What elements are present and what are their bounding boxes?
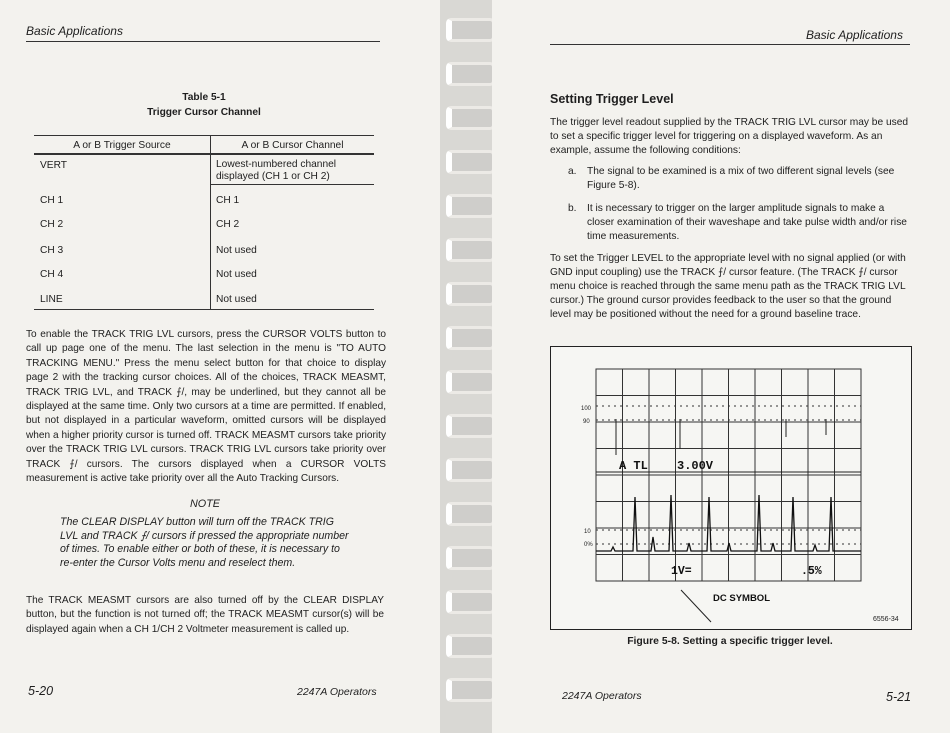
table-row-cursor: CH 1 bbox=[216, 195, 240, 206]
graticule bbox=[596, 369, 861, 581]
note-text: The CLEAR DISPLAY button will turn off the TRACK TRIG LVL and TRACK ⨍/ cursors if pressed the appropriate number of times. To enable either or both of these, it is necessary to re-enter the Cursor Volts menu and reselect them. bbox=[60, 516, 349, 569]
binding-ring bbox=[446, 678, 495, 702]
dc-symbol-label: DC SYMBOL bbox=[713, 593, 770, 604]
binding-spine bbox=[440, 0, 492, 733]
table-row-source: VERT bbox=[40, 160, 67, 171]
binding-ring bbox=[446, 18, 495, 42]
binding-ring bbox=[446, 370, 495, 394]
binding-ring bbox=[446, 414, 495, 438]
measmt-paragraph: The TRACK MEASMT cursors are also turned off by the CLEAR DISPLAY button, but the function is not turned off; the TRACK MEASMT cursor(s) will be displayed again when a CH 1/CH 2 Voltmeter measurement is called up. bbox=[26, 595, 384, 635]
binding-ring bbox=[446, 106, 495, 130]
figure-caption: Figure 5-8. Setting a specific trigger level. bbox=[627, 636, 833, 647]
binding-ring bbox=[446, 326, 495, 350]
figure-code: 6556-34 bbox=[873, 616, 899, 623]
list-marker: a. bbox=[568, 166, 577, 177]
table-row-source: CH 4 bbox=[40, 269, 64, 280]
scope-screen bbox=[551, 347, 911, 629]
label-0-percent: 0% bbox=[584, 542, 593, 548]
volts-per-div-readout: 1V= bbox=[671, 565, 692, 578]
table-cell-rule bbox=[211, 184, 374, 185]
table-header-cursor: A or B Cursor Channel bbox=[241, 140, 344, 151]
dc-symbol-leader bbox=[681, 590, 711, 622]
binding-ring bbox=[446, 150, 495, 174]
table-row-source: LINE bbox=[40, 294, 63, 305]
table-subtitle: Trigger Cursor Channel bbox=[147, 107, 261, 118]
table-title: Table 5-1 bbox=[182, 92, 226, 103]
table-column-rule bbox=[210, 135, 211, 310]
table-row-source: CH 2 bbox=[40, 219, 64, 230]
intro-paragraph: The trigger level readout supplied by the TRACK TRIG LVL cursor may be used to set a specific trigger level for triggering on a displayed waveform. As an example, assume the following conditions: bbox=[550, 117, 909, 156]
left-footer: 2247A Operators bbox=[297, 686, 377, 698]
list-marker: b. bbox=[568, 203, 577, 214]
table-row-cursor: Not used bbox=[216, 269, 257, 280]
binding-ring bbox=[446, 546, 495, 570]
table-row-cursor: Not used bbox=[216, 294, 257, 305]
right-header: Basic Applications bbox=[806, 28, 903, 42]
left-header-rule bbox=[26, 41, 380, 42]
table-row-cursor: CH 2 bbox=[216, 219, 240, 230]
list-item-text: The signal to be examined is a mix of two different signal levels (see Figure 5-8). bbox=[587, 166, 895, 191]
table-bottom-rule bbox=[34, 309, 374, 310]
note-title: NOTE bbox=[190, 498, 220, 510]
list-item-text: It is necessary to trigger on the larger amplitude signals to make a closer examination of their waveshape and take pulse width and/or rise time measurements. bbox=[587, 203, 907, 242]
left-page bbox=[0, 0, 440, 733]
enable-paragraph: To enable the TRACK TRIG LVL cursors, press the CURSOR VOLTS button to call up page one of the menu. The last selection in the menu is "TO AUTO TRACKING MENU." Press the menu select button for that choice to display page 2 with the tracking cursor choices. All of the choices, TRACK MEASMT, TRACK TRIG LVL, and TRACK ⨍/, may be underlined, but they cannot all be displayed at the same time. Only two cursors at a time are permitted. If enabled, but not displayed in a particular waveform, omitted cursors will be displayed when a higher priority cursor is turned off. TRACK MEASMT cursors take priority over the TRACK TRIG LVL cursors. TRACK TRIG LVL cursors take priority over TRACK ⨍/ cursors. The cursors displayed when a CURSOR VOLTS measurement is active take priority over all the Auto Tracking Cursors. bbox=[26, 329, 386, 485]
figure-5-8 bbox=[550, 346, 912, 630]
binding-ring bbox=[446, 194, 495, 218]
label-10-percent: 10 bbox=[584, 529, 591, 535]
binding-ring bbox=[446, 238, 495, 262]
table-row-source: CH 1 bbox=[40, 195, 64, 206]
table-top-rule bbox=[34, 135, 374, 136]
table-row-cursor: Not used bbox=[216, 245, 257, 256]
label-100-percent: 100 bbox=[581, 406, 592, 412]
timing-marks bbox=[616, 419, 826, 455]
trigger-value-readout: 3.00V bbox=[677, 459, 714, 473]
table-header-source: A or B Trigger Source bbox=[73, 140, 171, 151]
right-page-number: 5-21 bbox=[886, 690, 912, 704]
right-header-rule bbox=[550, 44, 910, 45]
binding-ring bbox=[446, 634, 495, 658]
left-header: Basic Applications bbox=[26, 24, 123, 38]
table-row-cursor: Lowest-numbered channel displayed (CH 1 or CH 2) bbox=[216, 159, 337, 182]
section-title: Setting Trigger Level bbox=[550, 92, 674, 106]
binding-ring bbox=[446, 62, 495, 86]
time-per-div-readout: .5% bbox=[801, 565, 822, 578]
binding-ring bbox=[446, 502, 495, 526]
label-90-percent: 90 bbox=[583, 419, 590, 425]
right-footer: 2247A Operators bbox=[562, 690, 642, 702]
binding-ring bbox=[446, 282, 495, 306]
left-page-number: 5-20 bbox=[28, 684, 54, 698]
binding-ring bbox=[446, 458, 495, 482]
binding-ring bbox=[446, 590, 495, 614]
trigger-readout: A TL bbox=[619, 459, 648, 473]
trigger-paragraph: To set the Trigger LEVEL to the appropriate level with no signal applied (or with GND input coupling) use the TRACK ⨍/ cursor feature. (The TRACK ⨍/ cursor menu choice is reached through the same menu path as the TRACK TRIG LVL cursor.) The ground cursor provides feedback to the user so that the ground level may be positioned without the need for a ground baseline trace. bbox=[550, 253, 906, 320]
table-row-source: CH 3 bbox=[40, 245, 64, 256]
